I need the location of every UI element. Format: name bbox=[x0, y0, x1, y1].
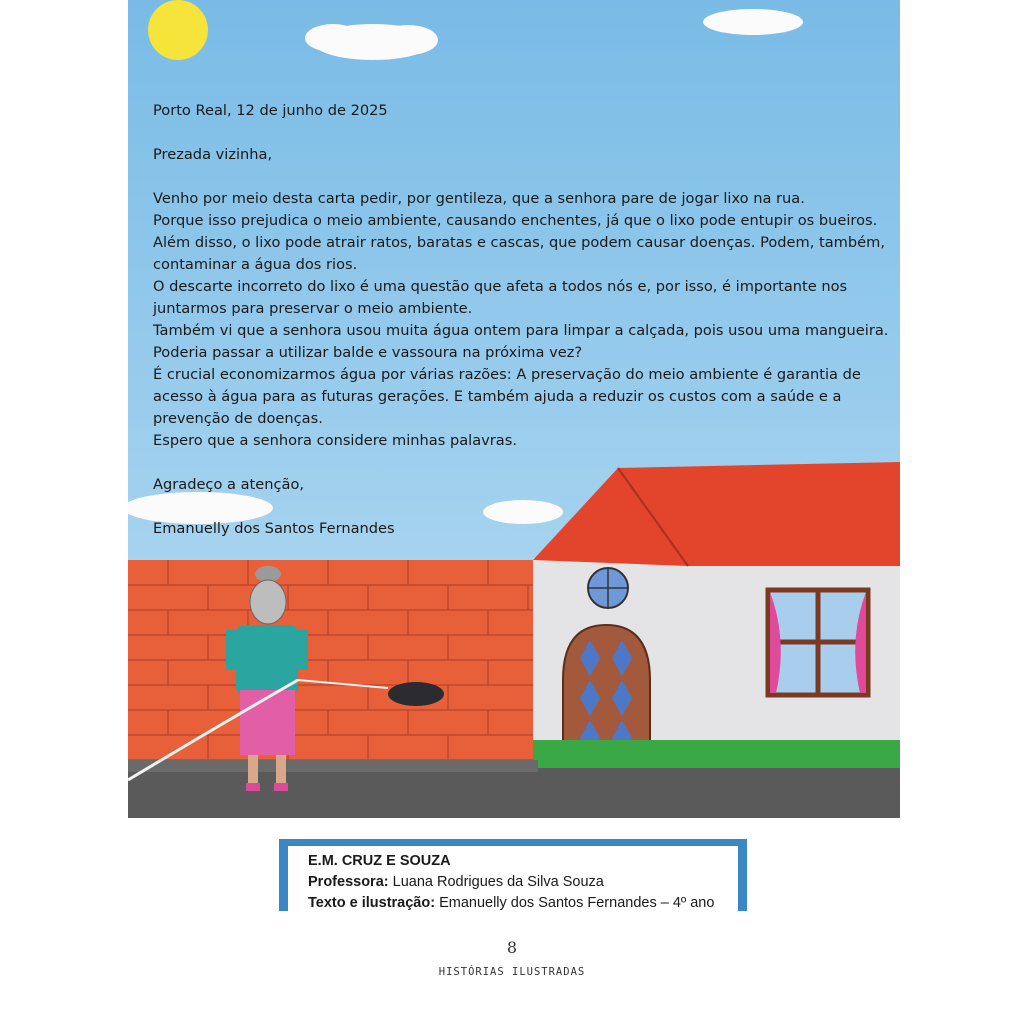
author-label: Texto e ilustração: bbox=[308, 895, 436, 911]
author-name: Emanuelly dos Santos Fernandes – 4º ano bbox=[439, 895, 715, 911]
letter-salutation: Prezada vizinha, bbox=[153, 146, 273, 163]
letter-body-line: Venho por meio desta carta pedir, por gentileza, que a senhora pare de jogar lixo na rua. bbox=[153, 190, 805, 207]
letter-closing: Agradeço a atenção, bbox=[153, 476, 305, 493]
street bbox=[128, 768, 900, 818]
broom-head bbox=[388, 682, 444, 706]
letter-signature: Emanuelly dos Santos Fernandes bbox=[153, 520, 395, 537]
teacher-label: Professora: bbox=[308, 874, 389, 890]
door bbox=[563, 625, 650, 760]
letter-text bbox=[153, 100, 893, 540]
grass bbox=[533, 740, 900, 768]
sun-icon bbox=[148, 0, 208, 60]
letter-body-line: juntarmos para preservar o meio ambiente. bbox=[153, 300, 473, 317]
credits-content bbox=[288, 846, 738, 911]
letter-body-line: Também vi que a senhora usou muita água ontem para limpar a calçada, pois usou uma mangueira. bbox=[153, 322, 889, 339]
letter-body-line: O descarte incorreto do lixo é uma questão que afeta a todos nós e, por isso, é importante nos bbox=[153, 278, 848, 295]
child-drawing-illustration bbox=[128, 0, 900, 818]
letter-place-date: Porto Real, 12 de junho de 2025 bbox=[153, 102, 388, 119]
credits-box bbox=[279, 839, 747, 911]
letter-body-line: Além disso, o lixo pode atrair ratos, baratas e cascas, que podem causar doenças. Podem, também, bbox=[153, 234, 885, 251]
school-name: E.M. CRUZ E SOUZA bbox=[308, 853, 451, 869]
letter-body-line: contaminar a água dos rios. bbox=[153, 256, 358, 273]
letter-body-line: prevenção de doenças. bbox=[153, 410, 323, 427]
letter-body-line: acesso à água para as futuras gerações. E também ajuda a reduzir os custos com a saúde e a bbox=[153, 388, 842, 405]
letter-body-line: Espero que a senhora considere minhas palavras. bbox=[153, 432, 517, 449]
letter-body-line: Porque isso prejudica o meio ambiente, causando enchentes, já que o lixo pode entupir os bueiros. bbox=[153, 212, 878, 229]
page-number: 8 bbox=[506, 938, 518, 957]
letter-body-line: Poderia passar a utilizar balde e vassoura na próxima vez? bbox=[153, 344, 583, 361]
teacher-name: Luana Rodrigues da Silva Souza bbox=[392, 874, 604, 890]
cloud-icon bbox=[703, 9, 803, 35]
book-title: HISTÓRIAS ILUSTRADAS bbox=[438, 966, 586, 978]
letter-body-line: É crucial economizarmos água por várias razões: A preservação do meio ambiente é garantia de bbox=[153, 366, 861, 383]
